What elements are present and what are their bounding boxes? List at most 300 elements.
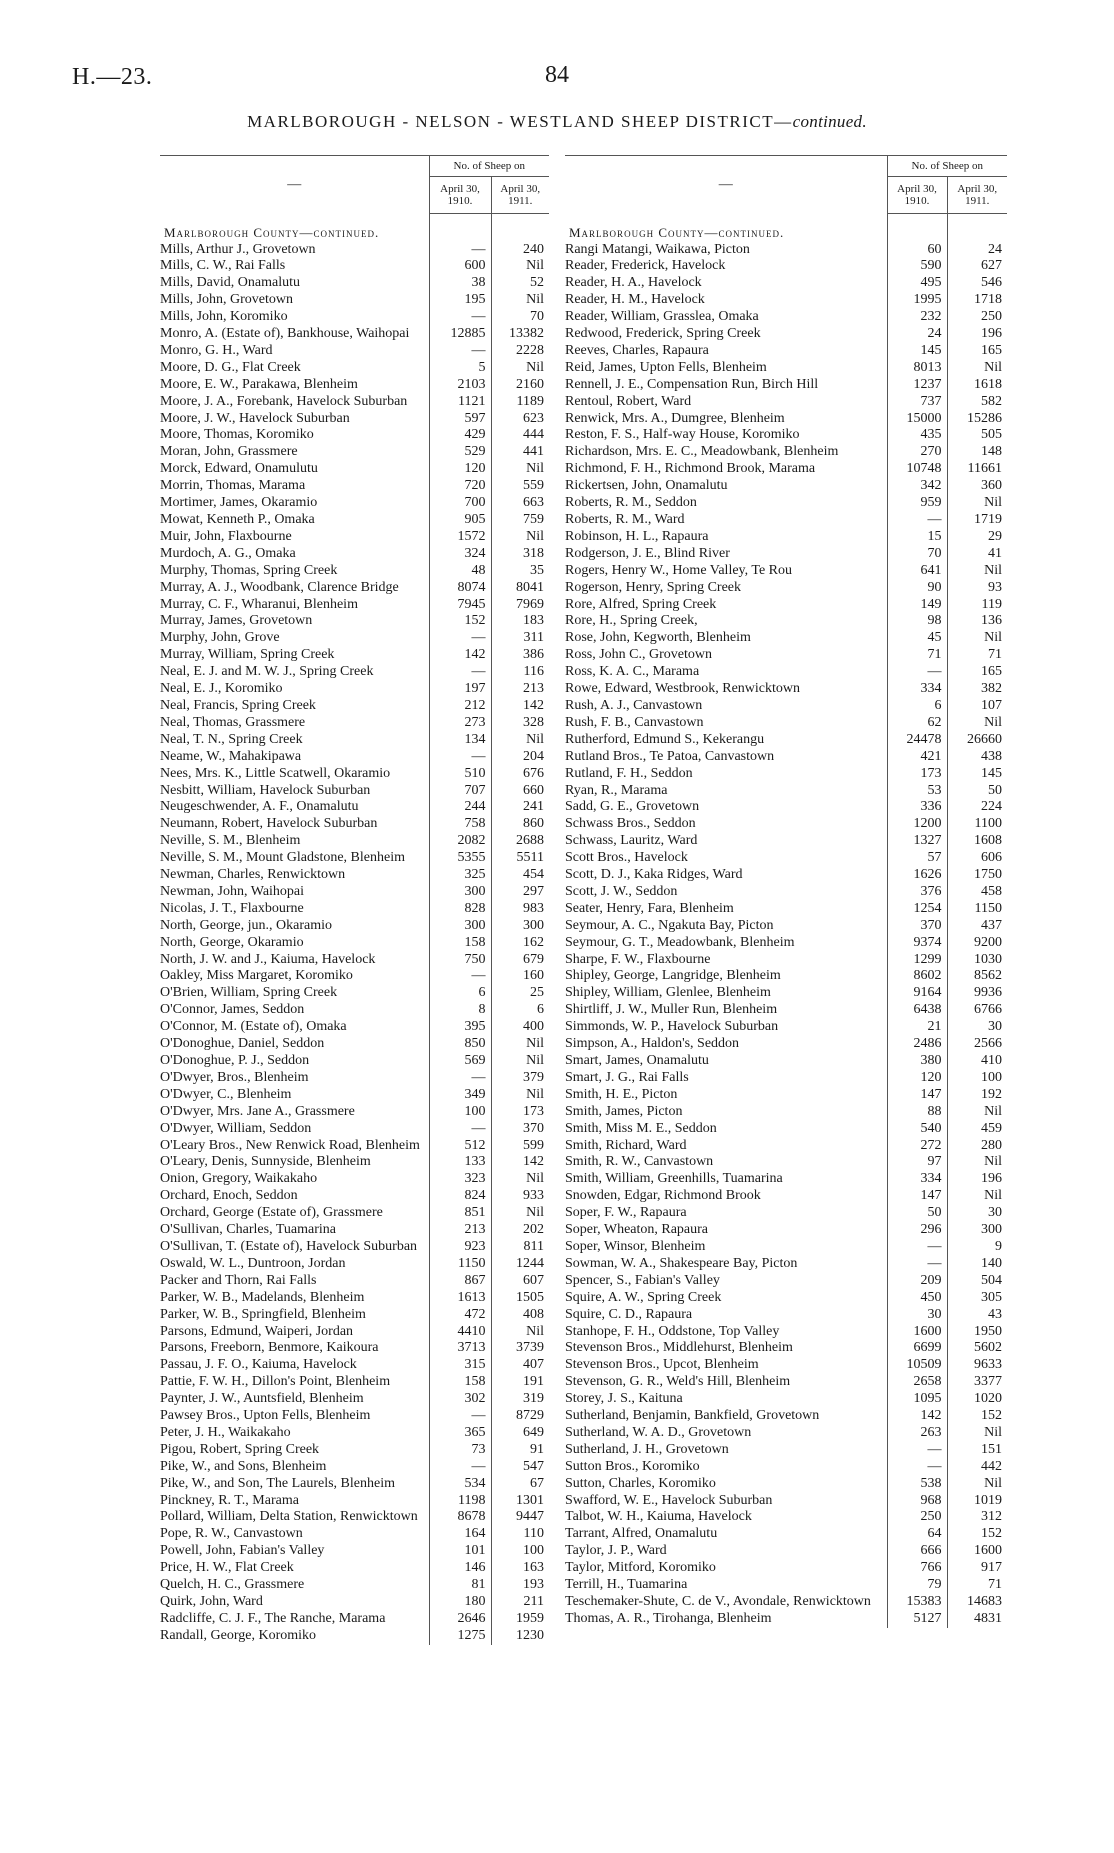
- owner-name: Nees, Mrs. K., Little Scatwell, Okaramio: [160, 765, 391, 781]
- sheep-1911: 241: [491, 799, 549, 816]
- sheep-1910: 10748: [887, 461, 947, 478]
- sheep-1910: 1572: [429, 529, 491, 546]
- owner-name: Orchard, George (Estate of), Grassmere: [160, 1205, 383, 1221]
- sheep-1911: Nil: [491, 461, 549, 478]
- table-row: [565, 1560, 1007, 1577]
- owner-name: Richardson, Mrs. E. C., Meadowbank, Blenheim: [565, 444, 839, 460]
- table-row: [160, 309, 549, 326]
- owner-name: Rodgerson, J. E., Blind River: [565, 545, 730, 561]
- sheep-1911: 679: [491, 952, 549, 969]
- table-row: [160, 1594, 549, 1611]
- sheep-1911: 410: [947, 1053, 1007, 1070]
- sheep-1910: 495: [887, 275, 947, 292]
- sheep-1911: 444: [491, 427, 549, 444]
- right-column: [565, 155, 1045, 1628]
- sheep-1911: 442: [947, 1459, 1007, 1476]
- table-row: [565, 1594, 1007, 1611]
- sheep-1911: 1189: [491, 394, 549, 411]
- sheep-1910: 1995: [887, 292, 947, 309]
- table-row: [160, 1104, 549, 1121]
- sheep-1911: 860: [491, 816, 549, 833]
- sheep-1910: 1613: [429, 1290, 491, 1307]
- owner-name: Smart, James, Onamalutu: [565, 1053, 709, 1068]
- sheep-1910: 60: [887, 242, 947, 259]
- owner-name: Mowat, Kenneth P., Omaka: [160, 512, 315, 527]
- sheep-1911: 224: [947, 799, 1007, 816]
- owner-name: Reader, H. A., Havelock: [565, 275, 702, 291]
- sheep-1910: 435: [887, 427, 947, 444]
- owner-name: O'Sullivan, T. (Estate of), Havelock Suburban: [160, 1238, 418, 1254]
- sheep-1911: Nil: [947, 1188, 1007, 1205]
- table-row: [565, 647, 1007, 664]
- table-row: [160, 799, 549, 816]
- sheep-1911: 1959: [491, 1611, 549, 1628]
- sheep-1911: 70: [491, 309, 549, 326]
- sheep-1910: 250: [887, 1509, 947, 1526]
- table-row: [160, 478, 549, 495]
- owner-name: Ross, K. A. C., Marama: [565, 664, 700, 680]
- sheep-1911: 305: [947, 1290, 1007, 1307]
- sheep-1911: 211: [491, 1594, 549, 1611]
- sheep-1910: 720: [429, 478, 491, 495]
- table-row: [160, 749, 549, 766]
- owner-name: Soper, Winsor, Blenheim: [565, 1238, 706, 1254]
- sheep-1910: 700: [429, 495, 491, 512]
- sheep-1911: 240: [491, 242, 549, 259]
- sheep-1911: 136: [947, 613, 1007, 630]
- sheep-1911: 311: [491, 630, 549, 647]
- sheep-1911: 50: [947, 783, 1007, 800]
- sheep-1910: 510: [429, 766, 491, 783]
- sheep-1910: 534: [429, 1476, 491, 1493]
- left-table: [160, 155, 549, 1645]
- table-row: [160, 1188, 549, 1205]
- sheep-1911: 547: [491, 1459, 549, 1476]
- sheep-1910: 12885: [429, 326, 491, 343]
- owner-name: Teschemaker-Shute, C. de V., Avondale, Renwicktown: [565, 1594, 871, 1609]
- sheep-1910: 57: [887, 850, 947, 867]
- sheep-1910: 905: [429, 512, 491, 529]
- owner-name: Newman, Charles, Renwicktown: [160, 867, 346, 883]
- sheep-1911: 6: [491, 1002, 549, 1019]
- table-row: [160, 884, 549, 901]
- sheep-1911: 116: [491, 664, 549, 681]
- owner-name: Pike, W., and Sons, Blenheim: [160, 1458, 327, 1474]
- owner-name: Richmond, F. H., Richmond Brook, Marama: [565, 461, 816, 477]
- sheep-1910: 323: [429, 1171, 491, 1188]
- sheep-1911: 213: [491, 681, 549, 698]
- left-col-1911: April 30, 1911.: [491, 177, 549, 214]
- table-row: [565, 1002, 1007, 1019]
- owner-name: Parker, W. B., Springfield, Blenheim: [160, 1306, 366, 1322]
- sheep-1910: 421: [887, 749, 947, 766]
- sheep-1910: 8013: [887, 360, 947, 377]
- table-row: [160, 968, 549, 985]
- sheep-1911: 25: [491, 985, 549, 1002]
- table-row: [565, 495, 1007, 512]
- table-row: [565, 732, 1007, 749]
- sheep-1910: 1237: [887, 377, 947, 394]
- table-row: [160, 1408, 549, 1425]
- sheep-1910: 30: [887, 1307, 947, 1324]
- table-row: [565, 1171, 1007, 1188]
- sheep-1910: 98: [887, 613, 947, 630]
- sheep-1911: 250: [947, 309, 1007, 326]
- sheep-1911: 163: [491, 1560, 549, 1577]
- sheep-1911: 559: [491, 478, 549, 495]
- owner-name: Smith, Miss M. E., Seddon: [565, 1120, 717, 1136]
- sheep-1911: 582: [947, 394, 1007, 411]
- sheep-1910: 5: [429, 360, 491, 377]
- table-row: [160, 732, 549, 749]
- sheep-1910: 707: [429, 783, 491, 800]
- owner-name: Reader, H. M., Havelock: [565, 292, 705, 308]
- table-row: [565, 1205, 1007, 1222]
- table-row: [565, 1104, 1007, 1121]
- table-row: [160, 1543, 549, 1560]
- table-row: [160, 1357, 549, 1374]
- left-group-header: No. of Sheep on: [429, 156, 549, 177]
- title-suffix: continued.: [792, 112, 867, 131]
- table-row: [160, 444, 549, 461]
- sheep-1911: 30: [947, 1205, 1007, 1222]
- table-row: [565, 377, 1007, 394]
- table-row: [565, 1070, 1007, 1087]
- document-code: H.—23.: [72, 64, 153, 90]
- sheep-1911: 160: [491, 968, 549, 985]
- owner-name: Soper, F. W., Rapaura: [565, 1205, 687, 1221]
- sheep-1911: 504: [947, 1273, 1007, 1290]
- owner-name: Robinson, H. L., Rapaura: [565, 528, 709, 544]
- sheep-1911: 360: [947, 478, 1007, 495]
- owner-name: O'Dwyer, C., Blenheim: [160, 1086, 292, 1102]
- table-row: [565, 816, 1007, 833]
- owner-name: Reader, William, Grasslea, Omaka: [565, 309, 759, 325]
- table-row: [565, 783, 1007, 800]
- table-row: [565, 749, 1007, 766]
- sheep-1911: 759: [491, 512, 549, 529]
- owner-name: Parsons, Edmund, Waiperi, Jordan: [160, 1323, 354, 1339]
- table-row: [565, 1459, 1007, 1476]
- sheep-1910: 1600: [887, 1324, 947, 1341]
- owner-name: Powell, John, Fabian's Valley: [160, 1543, 325, 1559]
- table-row: [565, 309, 1007, 326]
- sheep-1910: —: [429, 968, 491, 985]
- sheep-1911: 400: [491, 1019, 549, 1036]
- owner-name: Taylor, Mitford, Koromiko: [565, 1560, 716, 1576]
- sheep-1910: —: [887, 1256, 947, 1273]
- owner-name: Sutton Bros., Koromiko: [565, 1458, 700, 1474]
- sheep-1911: 196: [947, 326, 1007, 343]
- sheep-1910: 73: [429, 1442, 491, 1459]
- sheep-1910: —: [887, 1442, 947, 1459]
- sheep-1911: 30: [947, 1019, 1007, 1036]
- sheep-1910: 850: [429, 1036, 491, 1053]
- table-row: [565, 580, 1007, 597]
- right-group-header: No. of Sheep on: [887, 156, 1007, 177]
- owner-name: O'Dwyer, William, Seddon: [160, 1120, 312, 1136]
- table-row: [565, 918, 1007, 935]
- table-row: [565, 968, 1007, 985]
- sheep-1911: 1505: [491, 1290, 549, 1307]
- owner-name: Newman, John, Waihopai: [160, 883, 305, 899]
- sheep-1910: 146: [429, 1560, 491, 1577]
- sheep-1910: 590: [887, 258, 947, 275]
- sheep-1910: 90: [887, 580, 947, 597]
- table-row: [160, 343, 549, 360]
- sheep-1911: 8729: [491, 1408, 549, 1425]
- sheep-1911: Nil: [491, 1205, 549, 1222]
- owner-name: Murphy, John, Grove: [160, 630, 280, 646]
- sheep-1911: 386: [491, 647, 549, 664]
- sheep-1911: 379: [491, 1070, 549, 1087]
- sheep-1910: 302: [429, 1391, 491, 1408]
- table-row: [160, 495, 549, 512]
- sheep-1911: 173: [491, 1104, 549, 1121]
- table-row: [565, 1526, 1007, 1543]
- sheep-1910: 272: [887, 1138, 947, 1155]
- sheep-1911: 142: [491, 698, 549, 715]
- owner-name: Oakley, Miss Margaret, Koromiko: [160, 968, 353, 984]
- owner-name: Mortimer, James, Okaramio: [160, 495, 318, 511]
- owner-name: Thomas, A. R., Tirohanga, Blenheim: [565, 1610, 772, 1626]
- table-row: [160, 1493, 549, 1510]
- sheep-1911: 1600: [947, 1543, 1007, 1560]
- sheep-1910: 349: [429, 1087, 491, 1104]
- table-row: [160, 1628, 549, 1645]
- owner-name: Murray, James, Grovetown: [160, 613, 313, 629]
- owner-name: Neame, W., Mahakipawa: [160, 748, 302, 764]
- sheep-1911: 933: [491, 1188, 549, 1205]
- sheep-1910: 79: [887, 1577, 947, 1594]
- sheep-1911: 2228: [491, 343, 549, 360]
- owner-name: Sharpe, F. W., Flaxbourne: [565, 951, 711, 967]
- sheep-1911: 8041: [491, 580, 549, 597]
- sheep-1911: 35: [491, 563, 549, 580]
- sheep-1910: —: [887, 1459, 947, 1476]
- sheep-1911: Nil: [491, 1171, 549, 1188]
- table-row: [565, 1442, 1007, 1459]
- owner-name: O'Dwyer, Mrs. Jane A., Grassmere: [160, 1103, 355, 1119]
- sheep-1910: 24478: [887, 732, 947, 749]
- table-row: [160, 1002, 549, 1019]
- table-row: [160, 681, 549, 698]
- owner-name: Talbot, W. H., Kaiuma, Havelock: [565, 1509, 752, 1525]
- owner-name: Terrill, H., Tuamarina: [565, 1577, 688, 1593]
- sheep-1911: 193: [491, 1577, 549, 1594]
- owner-name: Neumann, Robert, Havelock Suburban: [160, 816, 378, 832]
- sheep-1910: —: [429, 749, 491, 766]
- sheep-1910: 97: [887, 1154, 947, 1171]
- table-row: [565, 1273, 1007, 1290]
- left-table-body: [160, 214, 549, 1645]
- owner-name: Sadd, G. E., Grovetown: [565, 799, 700, 815]
- table-row: [565, 799, 1007, 816]
- table-row: [160, 1239, 549, 1256]
- sheep-1910: 867: [429, 1273, 491, 1290]
- sheep-1911: 606: [947, 850, 1007, 867]
- sheep-1910: 7945: [429, 597, 491, 614]
- sheep-1911: 441: [491, 444, 549, 461]
- sheep-1910: 142: [429, 647, 491, 664]
- sheep-1911: 407: [491, 1357, 549, 1374]
- sheep-1910: 1275: [429, 1628, 491, 1645]
- sheep-1910: 209: [887, 1273, 947, 1290]
- sheep-1911: 546: [947, 275, 1007, 292]
- sheep-1911: 607: [491, 1273, 549, 1290]
- sheep-1911: 318: [491, 546, 549, 563]
- sheep-1911: Nil: [947, 630, 1007, 647]
- table-row: [565, 1138, 1007, 1155]
- title-main: MARLBOROUGH - NELSON - WESTLAND SHEEP DISTRICT—: [247, 112, 793, 131]
- owner-name: O'Leary, Denis, Sunnyside, Blenheim: [160, 1154, 371, 1170]
- table-row: [160, 529, 549, 546]
- sheep-1910: 50: [887, 1205, 947, 1222]
- page-number: 84: [545, 62, 569, 88]
- owner-name: Redwood, Frederick, Spring Creek: [565, 326, 761, 342]
- sheep-1911: Nil: [947, 563, 1007, 580]
- table-row: [160, 901, 549, 918]
- sheep-1910: 120: [887, 1070, 947, 1087]
- sheep-1911: 152: [947, 1526, 1007, 1543]
- sheep-1911: 14683: [947, 1594, 1007, 1611]
- sheep-1911: 1718: [947, 292, 1007, 309]
- table-row: [160, 1205, 549, 1222]
- sheep-1911: 9200: [947, 935, 1007, 952]
- sheep-1911: 24: [947, 242, 1007, 259]
- owner-name: Mills, John, Koromiko: [160, 309, 288, 325]
- owner-name: Smith, Richard, Ward: [565, 1137, 687, 1153]
- sheep-1910: 828: [429, 901, 491, 918]
- owner-name: Rickertsen, John, Onamalutu: [565, 478, 728, 494]
- sheep-1910: 429: [429, 427, 491, 444]
- sheep-1910: 64: [887, 1526, 947, 1543]
- sheep-1911: 2688: [491, 833, 549, 850]
- owner-name: Pigou, Robert, Spring Creek: [160, 1441, 320, 1457]
- table-row: [565, 1391, 1007, 1408]
- sheep-1910: 342: [887, 478, 947, 495]
- owner-name: Stevenson Bros., Middlehurst, Blenheim: [565, 1340, 793, 1356]
- sheep-1911: 196: [947, 1171, 1007, 1188]
- table-row: [160, 1391, 549, 1408]
- table-row: [565, 394, 1007, 411]
- table-row: [565, 985, 1007, 1002]
- owner-name: Rogers, Henry W., Home Valley, Te Rou: [565, 562, 793, 578]
- sheep-1911: Nil: [947, 1154, 1007, 1171]
- sheep-1910: 81: [429, 1577, 491, 1594]
- owner-name: Smith, William, Greenhills, Tuamarina: [565, 1171, 783, 1187]
- sheep-1910: 70: [887, 546, 947, 563]
- owner-name: Squire, A. W., Spring Creek: [565, 1289, 722, 1305]
- sheep-1911: 408: [491, 1307, 549, 1324]
- owner-name: Reid, James, Upton Fells, Blenheim: [565, 359, 767, 375]
- sheep-1911: Nil: [491, 258, 549, 275]
- owner-name: Tarrant, Alfred, Onamalutu: [565, 1526, 718, 1542]
- table-row: [565, 613, 1007, 630]
- sheep-1910: —: [429, 1070, 491, 1087]
- sheep-1910: 6: [887, 698, 947, 715]
- sheep-1910: 336: [887, 799, 947, 816]
- table-row: [565, 1425, 1007, 1442]
- sheep-1911: 437: [947, 918, 1007, 935]
- owner-name: Peter, J. H., Waikakaho: [160, 1424, 291, 1440]
- owner-name: North, George, Okaramio: [160, 934, 304, 950]
- sheep-1910: 71: [887, 647, 947, 664]
- sheep-1911: 1100: [947, 816, 1007, 833]
- sheep-1910: 8678: [429, 1509, 491, 1526]
- owner-name: Neville, S. M., Mount Gladstone, Blenheim: [160, 850, 405, 866]
- sheep-1910: 9374: [887, 935, 947, 952]
- sheep-1910: 270: [887, 444, 947, 461]
- sheep-1910: 142: [887, 1408, 947, 1425]
- sheep-1911: 382: [947, 681, 1007, 698]
- sheep-1911: 660: [491, 783, 549, 800]
- sheep-1911: 7969: [491, 597, 549, 614]
- owner-name: Neugeschwender, A. F., Onamalutu: [160, 799, 359, 815]
- sheep-1910: 4410: [429, 1324, 491, 1341]
- table-row: [565, 1408, 1007, 1425]
- sheep-1910: 244: [429, 799, 491, 816]
- owner-name: Soper, Wheaton, Rapaura: [565, 1222, 709, 1238]
- sheep-1910: 133: [429, 1154, 491, 1171]
- owner-name: O'Leary Bros., New Renwick Road, Blenheim: [160, 1137, 420, 1153]
- table-row: [565, 292, 1007, 309]
- owner-name: Rentoul, Robert, Ward: [565, 393, 692, 409]
- owner-name: Paynter, J. W., Auntsfield, Blenheim: [160, 1391, 364, 1407]
- table-row: [160, 630, 549, 647]
- owner-name: Onion, Gregory, Waikakaho: [160, 1171, 318, 1187]
- table-row: [565, 1476, 1007, 1493]
- owner-name: Smith, H. E., Picton: [565, 1086, 678, 1102]
- owner-name: Moore, Thomas, Koromiko: [160, 427, 314, 443]
- table-row: [160, 292, 549, 309]
- sheep-1911: Nil: [947, 715, 1007, 732]
- owner-name: Murray, C. F., Wharanui, Blenheim: [160, 596, 358, 612]
- owner-name: Monro, A. (Estate of), Bankhouse, Waihopai: [160, 326, 410, 342]
- sheep-1911: 1301: [491, 1493, 549, 1510]
- table-row: [160, 1577, 549, 1594]
- owner-name: Smith, James, Picton: [565, 1103, 683, 1119]
- sheep-1911: 280: [947, 1138, 1007, 1155]
- table-row: [565, 597, 1007, 614]
- owner-name: Muir, John, Flaxbourne: [160, 528, 292, 544]
- sheep-1910: 597: [429, 411, 491, 428]
- owner-name: Moore, J. W., Havelock Suburban: [160, 410, 350, 426]
- owner-name: Smith, R. W., Canvastown: [565, 1154, 714, 1170]
- sheep-1911: 649: [491, 1425, 549, 1442]
- sheep-1911: 110: [491, 1526, 549, 1543]
- owner-name: Roberts, R. M., Seddon: [565, 495, 697, 511]
- sheep-1910: 750: [429, 952, 491, 969]
- sheep-1911: 71: [947, 1577, 1007, 1594]
- sheep-1911: 454: [491, 867, 549, 884]
- sheep-1910: 923: [429, 1239, 491, 1256]
- table-row: [160, 411, 549, 428]
- owner-name: Smart, J. G., Rai Falls: [565, 1069, 689, 1085]
- sheep-1911: 458: [947, 884, 1007, 901]
- owner-name: Pollard, William, Delta Station, Renwicktown: [160, 1509, 418, 1525]
- sheep-1910: 164: [429, 1526, 491, 1543]
- sheep-1910: 758: [429, 816, 491, 833]
- sheep-1910: 53: [887, 783, 947, 800]
- table-row: [160, 1526, 549, 1543]
- owner-name: Rogerson, Henry, Spring Creek: [565, 579, 742, 595]
- owner-name: O'Dwyer, Bros., Blenheim: [160, 1069, 309, 1085]
- owner-name: Morck, Edward, Onamulutu: [160, 461, 318, 477]
- owner-name: Randall, George, Koromiko: [160, 1627, 317, 1643]
- table-row: [565, 1374, 1007, 1391]
- left-col-1910: April 30, 1910.: [429, 177, 491, 214]
